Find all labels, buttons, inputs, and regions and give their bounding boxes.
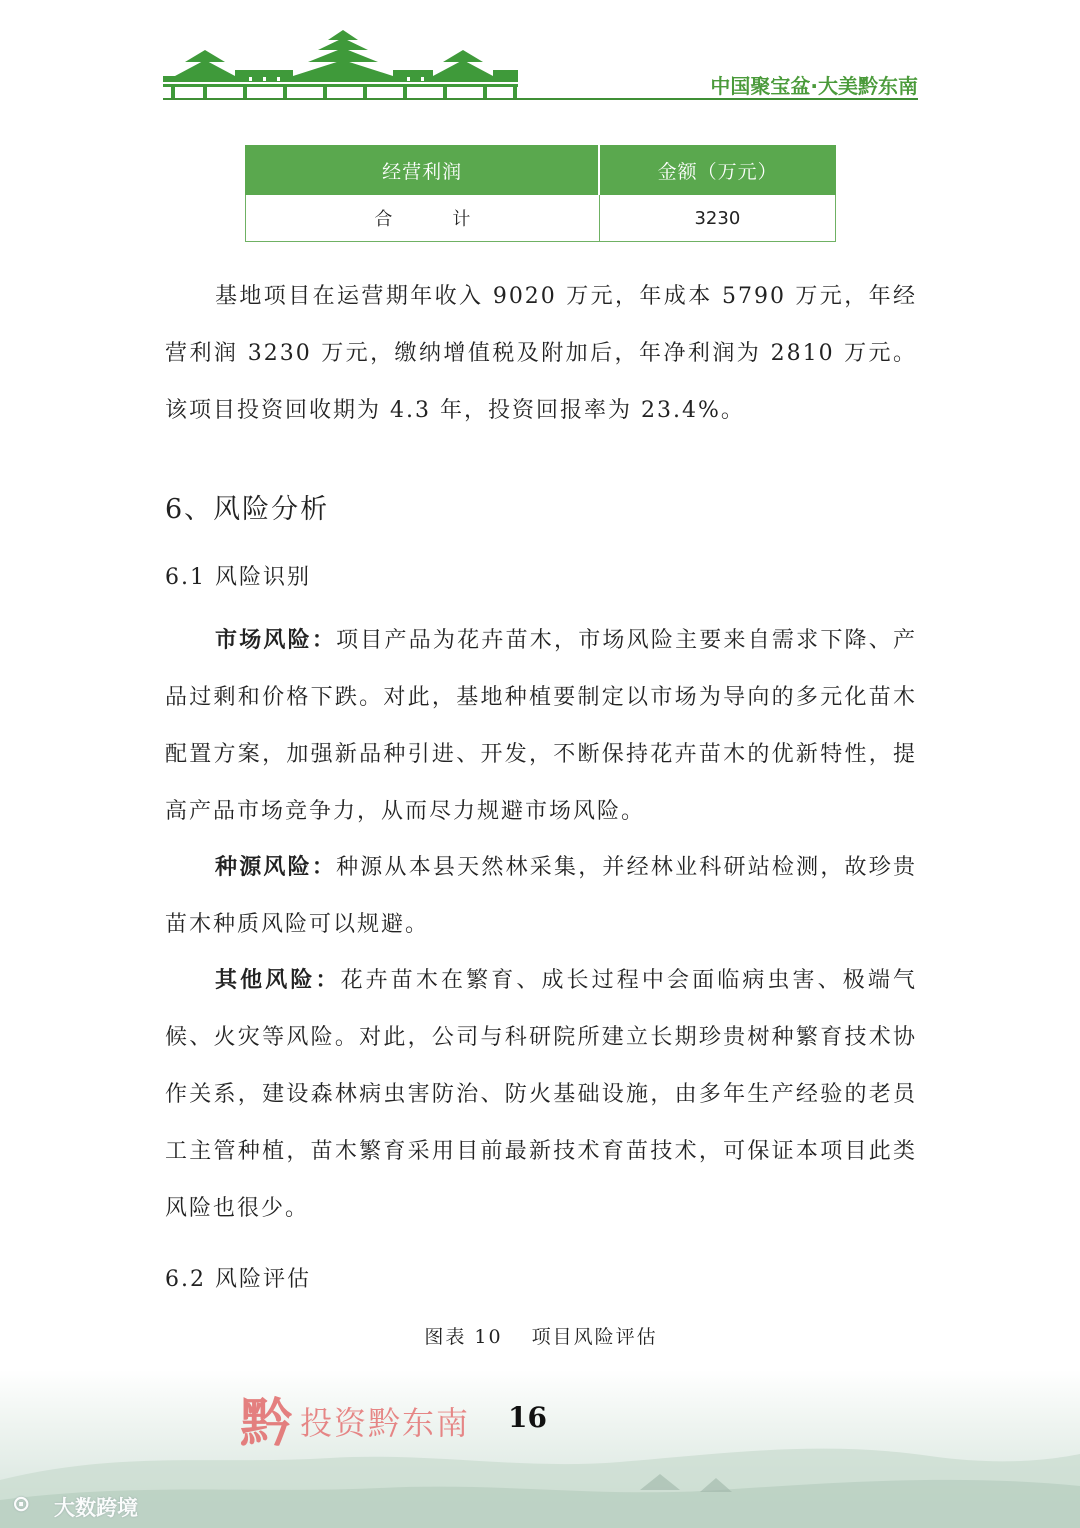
seed-risk-label: 种源风险：: [215, 854, 337, 880]
subsection-heading: 6.1 风险识别: [165, 565, 311, 590]
table-cell: 3230: [599, 195, 835, 242]
page-number: 16: [508, 1401, 547, 1434]
other-risk-label: 其他风险：: [215, 967, 341, 993]
landscape-image: [0, 1370, 1080, 1528]
summary-paragraph: 基地项目在运营期年收入 9020 万元，年成本 5790 万元，年经营利润 3230 万元，缴纳增值税及附加后，年净利润为 2810 万元。该项目投资回收期为 4.3 年，投资回报率为 23.4%。: [165, 284, 917, 423]
table-header-cell: 金额（万元）: [599, 146, 835, 195]
table-header-cell: 经营利润: [246, 146, 600, 195]
figure-caption: 图表 10 项目风险评估: [424, 1326, 658, 1348]
market-risk-label: 市场风险：: [215, 627, 337, 653]
other-risk-text: 花卉苗木在繁育、成长过程中会面临病虫害、极端气候、火灾等风险。对此，公司与科研院所建立长期珍贵树种繁育技术协作关系，建设森林病虫害防治、防火基础设施，由多年生产经验的老员工主管种植，苗木繁育采用目前最新技术育苗技术，可保证本项目此类风险也很少。: [165, 968, 917, 1221]
market-risk-text: 项目产品为花卉苗木，市场风险主要来自需求下降、产品过剩和价格下跌。对此，基地种植要制定以市场为导向的多元化苗木配置方案，加强新品种引进、开发，不断保持花卉苗木的优新特性，提高产品市场竞争力，从而尽力规避市场风险。: [165, 628, 917, 824]
logo-mark: 黔: [239, 1393, 292, 1454]
footer-logo-text: 投资黔东南: [300, 1404, 471, 1442]
header-tagline: 中国聚宝盆·大美黔东南: [710, 74, 918, 98]
profit-table: [245, 145, 836, 242]
table-cell: [246, 195, 600, 242]
watermark-text: 大数跨境: [54, 1496, 138, 1520]
page-header: [163, 30, 918, 102]
seed-risk-text: 种源从本县天然林采集，并经林业科研站检测，故珍贵苗木种质风险可以规避。: [165, 855, 917, 937]
section-heading: 6、风险分析: [165, 494, 330, 525]
other-risk-paragraph: [165, 952, 917, 1237]
seed-risk-paragraph: [165, 839, 917, 953]
market-risk-paragraph: [165, 612, 917, 840]
header-divider: [163, 98, 918, 100]
subsection-heading: 6.2 风险评估: [165, 1267, 311, 1292]
pagoda-bridge-icon: [163, 30, 523, 100]
weibo-logo-icon: ⊙: [12, 1492, 31, 1517]
table-header-row: [246, 146, 836, 195]
table-row: [246, 195, 836, 242]
table-total-label: 合计: [374, 209, 531, 230]
